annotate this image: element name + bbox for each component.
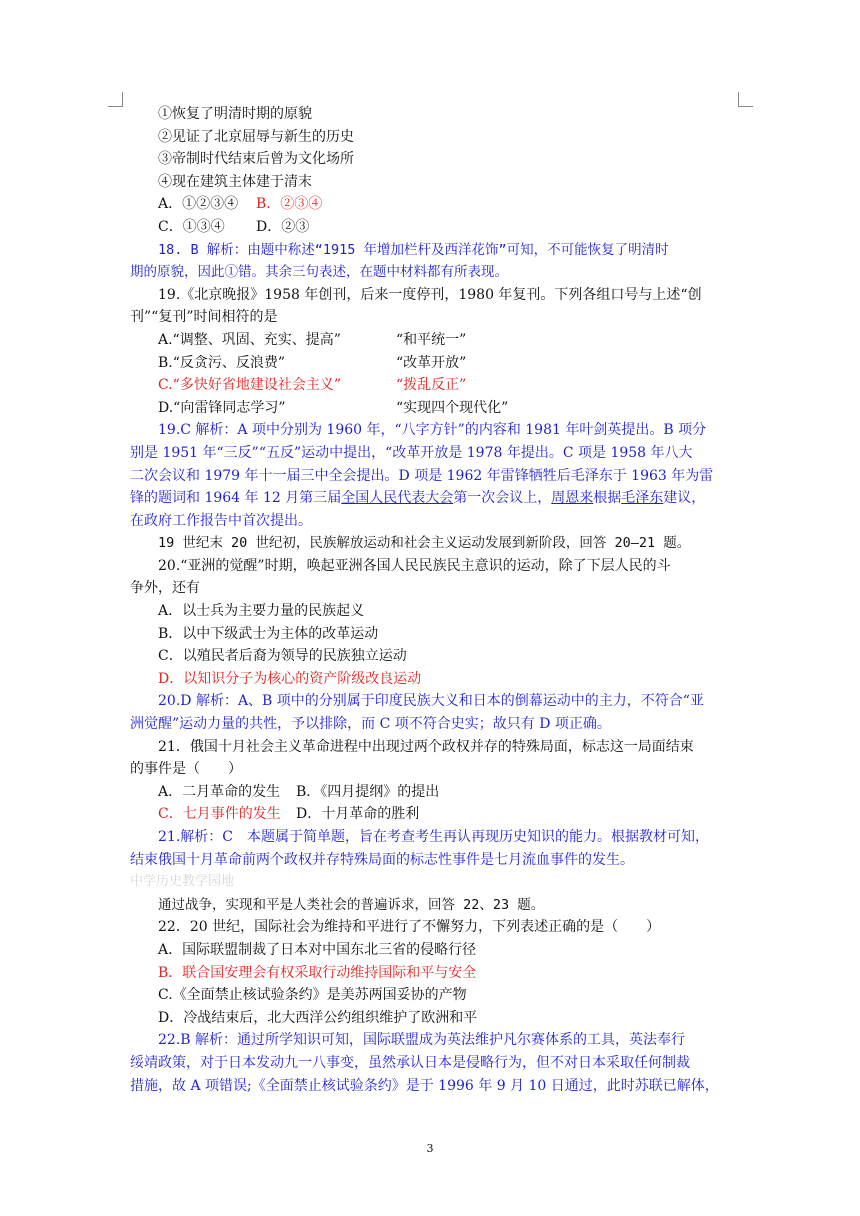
q18-explanation-2: 期的原貌，因此①错。其余三句表述，在题中材料都有所表现。 — [130, 264, 508, 281]
section-intro-20-21: 19 世纪末 20 世纪初，民族解放运动和社会主义运动发展到新阶段，回答 20—21 题。 — [158, 535, 691, 552]
q20-explanation-2: 洲觉醒”运动力量的共性，予以排除，而 C 项不符合史实；故只有 D 项正确。 — [130, 716, 611, 733]
watermark-text: 中学历史教学园地 — [130, 874, 235, 890]
q21-explanation-1: 21.解析：C 本题属于简单题，旨在考查考生再认再现历史知识的能力。根据教材可知， — [158, 829, 709, 845]
q19-explanation-3: 二次会议和 1979 年十一届三中全会提出。D 项是 1962 年雷锋牺牲后毛泽东于 1963 年为雷 — [130, 467, 714, 484]
q18-choice-b: B．②③④ — [256, 196, 323, 213]
q21-option-b: B．《四月提纲》的提出 — [296, 783, 440, 800]
q19-stem-1: 19.《北京晚报》1958 年创刊，后来一度停刊，1980 年复刊。下列各组口号与上述“创 — [158, 286, 702, 303]
q22-explanation-3: 措施，故 A 项错误;《全面禁止核试验条约》是于 1996 年 9 月 10 日通过，此时苏联已解体， — [130, 1077, 719, 1094]
q19-explanation-4-c: 第一次会议上， — [453, 490, 552, 507]
q20-stem-1: 20.“亚洲的觉醒”时期，唤起亚洲各国人民民族民主意识的运动，除了下层人民的斗 — [158, 557, 671, 574]
q19-option-a-left: A.“调整、巩固、充实、提高” — [158, 331, 341, 348]
q19-option-a-right: “和平统一” — [396, 331, 467, 348]
q18-statement-2: ②见证了北京屈辱与新生的历史 — [158, 128, 354, 145]
q19-option-b-left: B.“反贪污、反浪费” — [158, 354, 286, 371]
q19-explanation-4-e: 根据 — [593, 490, 622, 507]
q21-stem-2: 的事件是（ ） — [130, 761, 242, 778]
q18-explanation-1: 18. B 解析：由题中称述“1915 年增加栏杆及西洋花饰”可知，不可能恢复了明清时 — [158, 241, 669, 258]
q19-option-b — [130, 352, 734, 375]
q19-option-a — [130, 329, 734, 352]
q22-option-a: A．国际联盟制裁了日本对中国东北三省的侵略行径 — [158, 941, 477, 958]
q19-explanation-1: 19.C 解析：A 项中分别为 1960 年，“八字方针”的内容和 1981 年叶剑英提出。B 项分 — [158, 422, 707, 439]
q19-option-c-left: C.“多快好省地建设社会主义” — [158, 377, 341, 394]
q19-option-c — [130, 374, 734, 397]
page-content — [130, 103, 734, 1097]
q21-explanation-2: 结束俄国十月革命前两个政权并存特殊局面的标志性事件是七月流血事件的发生。 — [130, 851, 634, 868]
q21-choices-ab — [130, 781, 734, 804]
q18-choice-d: D．②③ — [256, 218, 310, 235]
q22-option-b: B．联合国安理会有权采取行动维持国际和平与安全 — [158, 964, 477, 981]
q19-option-d-right: “实现四个现代化” — [396, 399, 509, 416]
q20-explanation-1: 20.D 解析：A、B 项中的分别属于印度民族大义和日本的倒幕运动中的主力，不符合“亚 — [158, 693, 704, 710]
q18-choices-cd — [130, 216, 734, 239]
q20-option-a: A．以士兵为主要力量的民族起义 — [158, 603, 365, 620]
q18-choices-ab — [130, 193, 734, 216]
link-zhou-enlai[interactable]: 周恩来 — [551, 490, 594, 507]
q18-statement-4: ④现在建筑主体建于清末 — [158, 173, 312, 190]
link-mao-zedong[interactable]: 毛泽东 — [621, 490, 664, 507]
q22-option-c: C.《全面禁止核试验条约》是美苏两国妥协的产物 — [158, 987, 467, 1004]
q22-explanation-2: 绥靖政策，对于日本发动九一八事变，虽然承认日本是侵略行为，但不对日本采取任何制裁 — [130, 1054, 690, 1071]
q19-option-c-right: “拨乱反正” — [396, 377, 467, 394]
q19-explanation-5: 在政府工作报告中首次提出。 — [130, 512, 312, 529]
q20-option-b: B．以中下级武士为主体的改革运动 — [158, 625, 379, 642]
q18-choice-a: A．①②③④ — [158, 196, 239, 213]
q20-option-d: D．以知识分子为核心的资产阶级改良运动 — [158, 670, 422, 687]
q18-choice-c: C．①③④ — [158, 218, 225, 235]
q21-option-d: D．十月革命的胜利 — [296, 806, 420, 823]
q22-option-d: D．冷战结束后，北大西洋公约组织维护了欧洲和平 — [158, 1009, 478, 1026]
link-npc[interactable]: 全国人民代表大会 — [341, 490, 454, 507]
q19-explanation-4-g: 建议， — [663, 490, 706, 507]
q19-option-d-left: D.“向雷锋同志学习” — [158, 399, 286, 416]
q19-explanation-4 — [130, 487, 734, 510]
q22-explanation-1: 22.B 解析：通过所学知识可知，国际联盟成为英法维护凡尔赛体系的工具，英法奉行 — [158, 1032, 686, 1049]
q18-statement-1: ①恢复了明清时期的原貌 — [158, 106, 312, 122]
q21-stem-1: 21．俄国十月社会主义革命进程中出现过两个政权并存的特殊局面，标志这一局面结束 — [158, 738, 694, 755]
crop-mark-top-left — [108, 92, 123, 107]
q19-option-b-right: “改革开放” — [396, 354, 467, 371]
q19-explanation-4-a: 锋的题词和 1964 年 12 月第三届 — [130, 490, 342, 507]
q21-option-c: C．七月事件的发生 — [158, 806, 281, 823]
q21-option-a: A．二月革命的发生 — [158, 783, 281, 800]
q21-choices-cd — [130, 803, 734, 826]
crop-mark-top-right — [738, 92, 753, 107]
q19-stem-2: 刊”“复刊”时间相符的是 — [130, 309, 278, 326]
section-intro-22-23: 通过战争，实现和平是人类社会的普遍诉求，回答 22、23 题。 — [158, 896, 545, 913]
q20-stem-2: 争外，还有 — [130, 580, 200, 597]
q19-option-d — [130, 397, 734, 420]
q18-statement-3: ③帝制时代结束后曾为文化场所 — [158, 151, 354, 168]
q20-option-c: C．以殖民者后裔为领导的民族独立运动 — [158, 648, 407, 665]
q19-explanation-2: 别是 1951 年“三反”“五反”运动中提出，“改革开放是 1978 年提出。C 项是 1958 年八大 — [130, 444, 693, 461]
page-number: 3 — [426, 1142, 434, 1155]
q22-stem: 22．20 世纪，国际社会为维持和平进行了不懈努力，下列表述正确的是（ ） — [158, 919, 661, 936]
